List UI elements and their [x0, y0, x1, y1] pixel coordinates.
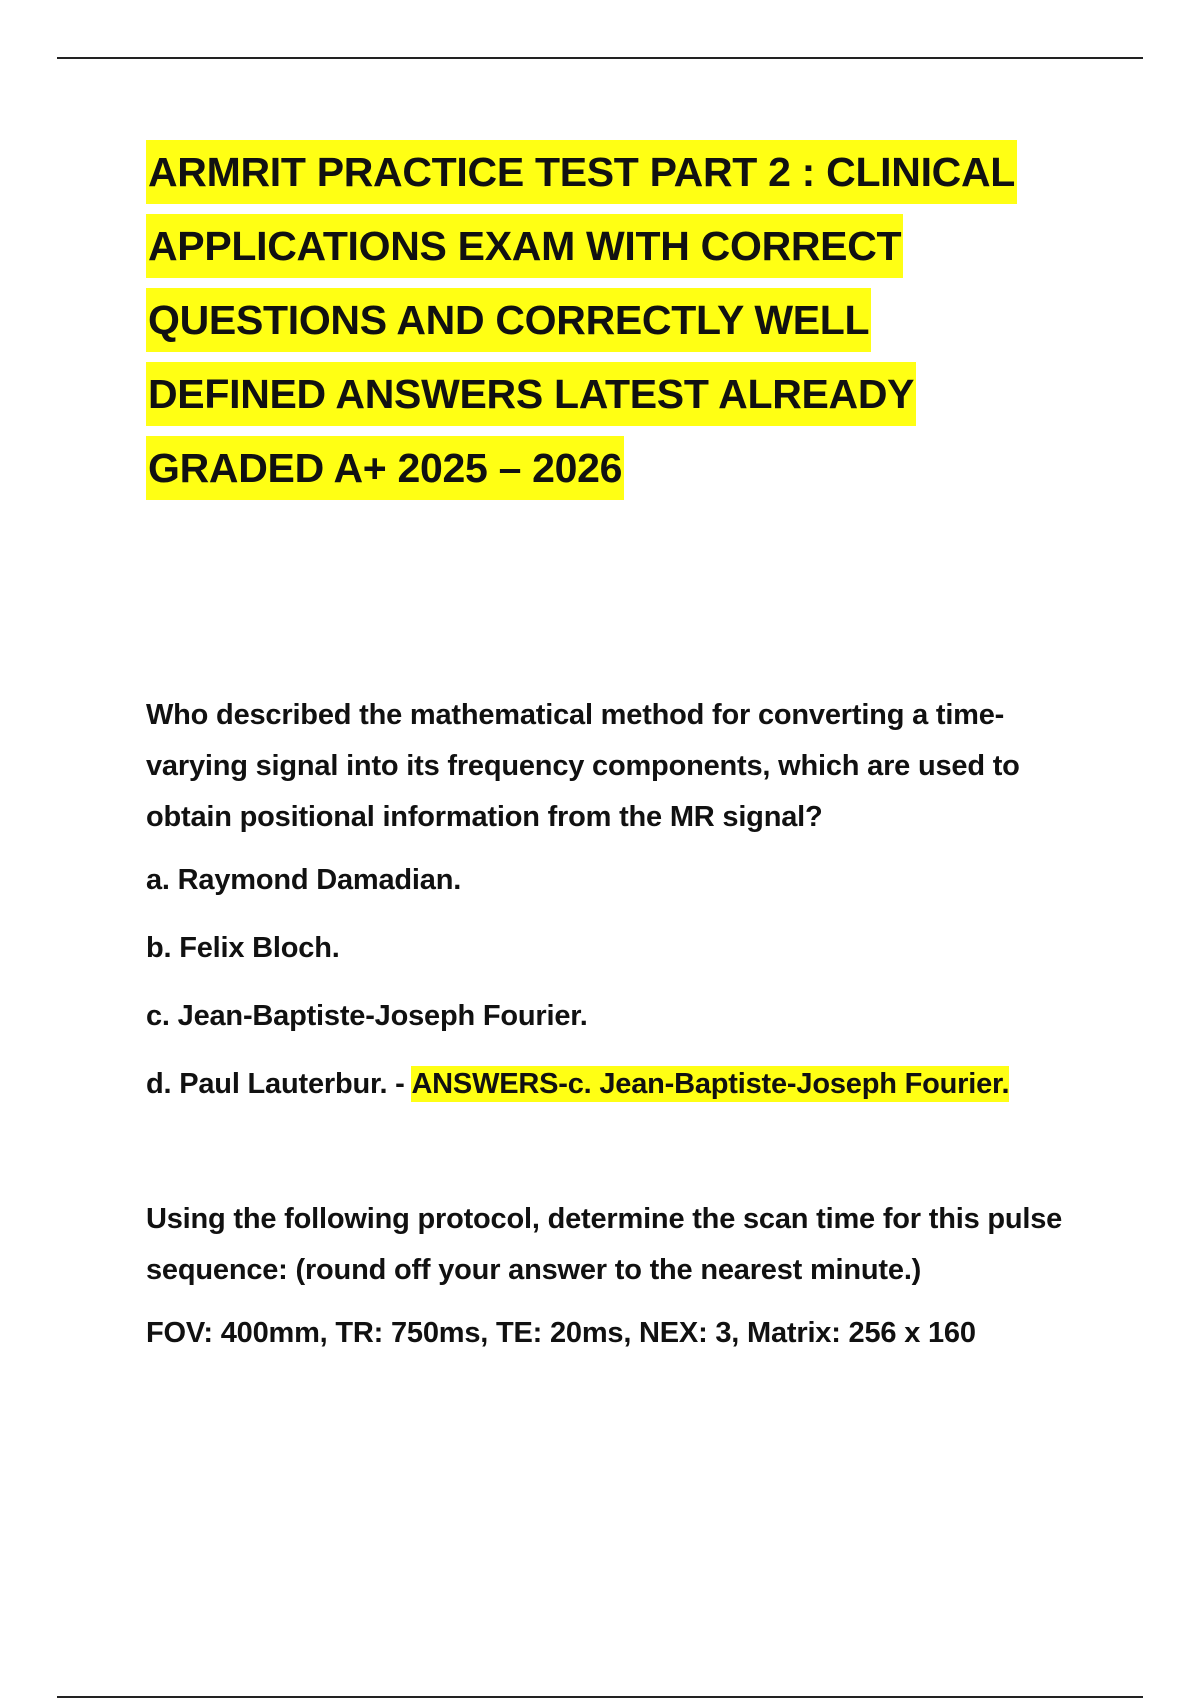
page-top-rule: [57, 57, 1143, 59]
title-line: ARMRIT PRACTICE TEST PART 2 : CLINICAL: [146, 140, 1017, 204]
answer-option-a: a. Raymond Damadian.: [146, 864, 462, 896]
title-line: GRADED A+ 2025 – 2026: [146, 436, 624, 500]
document-title: [146, 140, 1086, 510]
question-2: [146, 1194, 1086, 1359]
question-stem: Using the following protocol, determine the scan time for this pulse sequence: (round off your answer to the nearest minute.): [146, 1203, 1063, 1286]
document-body: [146, 140, 1086, 1359]
title-line: DEFINED ANSWERS LATEST ALREADY: [146, 362, 916, 426]
answer-option-d: d. Paul Lauterbur. -: [146, 1068, 412, 1100]
answer-option-c: c. Jean-Baptiste-Joseph Fourier.: [146, 1000, 588, 1032]
page-bottom-rule: [57, 1696, 1143, 1698]
title-line: QUESTIONS AND CORRECTLY WELL: [146, 288, 871, 352]
correct-answer-highlight: ANSWERS-c. Jean-Baptiste-Joseph Fourier.: [411, 1068, 1010, 1100]
protocol-parameters: FOV: 400mm, TR: 750ms, TE: 20ms, NEX: 3, Matrix: 256 x 160: [146, 1317, 976, 1349]
title-line: APPLICATIONS EXAM WITH CORRECT: [146, 214, 903, 278]
question-stem: Who described the mathematical method for converting a time-varying signal into its frequency components, which are used to obtain positional information from the MR signal?: [146, 699, 1020, 833]
answer-option-b: b. Felix Bloch.: [146, 932, 340, 964]
answer-option-d-with-answer: [146, 1059, 1086, 1110]
question-1: [146, 690, 1086, 1110]
